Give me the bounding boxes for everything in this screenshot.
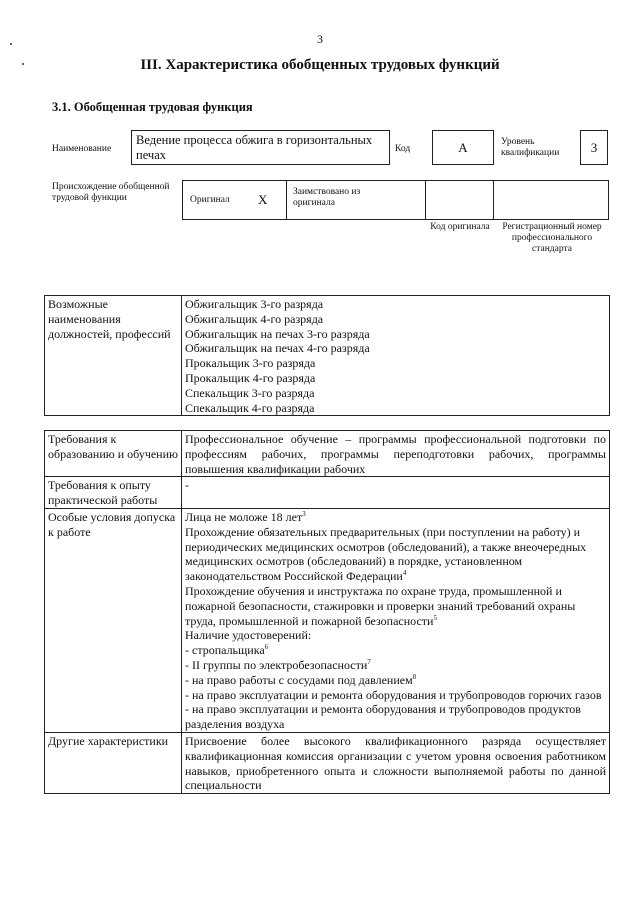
original-label: Оригинал — [190, 195, 230, 205]
code-label: Код — [395, 144, 411, 154]
conditions-label: Особые условия допуска к работе — [45, 508, 182, 732]
original-mark: Х — [258, 192, 268, 207]
conditions-list — [182, 508, 610, 732]
origin-label: Происхождение обобщенной трудовой функции — [52, 182, 170, 203]
borrowed-label: Заимствовано из оригинала — [293, 187, 361, 208]
code-value: А — [458, 140, 468, 155]
position-item: Прокальщик 3-го разряда — [185, 356, 316, 371]
origin-divider — [425, 181, 426, 219]
condition-item: Прохождение обучения и инструктажа по охране труда, промышленной и пожарной безопасности, стажировки и проверки знаний требований охраны труда, промышленной и пожарной безопасности$^5$ — [185, 583, 576, 628]
experience-value: - — [182, 477, 610, 509]
origin-divider — [286, 181, 287, 219]
condition-item: - на право эксплуатации и ремонта оборудования и трубопроводов продуктов разделения воздуха — [185, 702, 581, 732]
education-value: Профессиональное обучение – программы профессиональной подготовки по профессиям рабочих, программы переподготовки рабочих, программы повышения квалификации рабочих — [182, 431, 610, 477]
origin-table — [182, 180, 609, 220]
condition-item: Наличие удостоверений: — [185, 628, 312, 643]
condition-item: Прохождение обязательных предварительных (при поступлении на работу) и периодических медицинских осмотров (обследований), а также внеочередных медицинских осмотров (обследований) в порядке, установленном законодательством Российской Федерации$^4$ — [185, 524, 587, 584]
positions-list — [182, 296, 610, 416]
other-value: Присвоение более высокого квалификационного разряда осуществляет квалификационная комиссия организации с учетом уровня освоения работником навыков, приобретенного опыта и сложности выполняемой работы по данной специальности — [182, 732, 610, 793]
position-item: Прокальщик 4-го разряда — [185, 370, 316, 385]
name-value-box — [131, 130, 390, 165]
section-title: III. Характеристика обобщенных трудовых функций — [140, 57, 500, 73]
page-number: 3 — [317, 32, 323, 46]
condition-item: - стропальщика$^6$ — [185, 643, 269, 658]
experience-label: Требования к опыту практической работы — [45, 477, 182, 509]
name-value: Ведение процесса обжига в горизонтальных печах — [136, 133, 373, 162]
position-item: Обжигальщик на печах 3-го разряда — [185, 326, 370, 341]
position-item: Обжигальщик на печах 4-го разряда — [185, 341, 370, 356]
other-label: Другие характеристики — [45, 732, 182, 793]
positions-label: Возможные наименования должностей, профессий — [45, 296, 182, 416]
position-item: Обжигальщик 3-го разряда — [185, 297, 324, 311]
condition-item: - на право работы с сосудами под давлением$^8$ — [185, 672, 417, 687]
condition-item: Лица не моложе 18 лет$^3$ — [185, 509, 306, 524]
name-label: Наименование — [52, 144, 112, 154]
origin-divider — [493, 181, 494, 219]
code-value-box — [432, 130, 494, 165]
positions-table — [44, 295, 610, 416]
subsection-title: 3.1. Обобщенная трудовая функция — [52, 100, 253, 114]
condition-item: - на право эксплуатации и ремонта оборудования и трубопроводов горючих газов — [185, 687, 602, 702]
position-item: Обжигальщик 4-го разряда — [185, 311, 324, 326]
education-label: Требования к образованию и обучению — [45, 431, 182, 477]
level-value: 3 — [590, 140, 598, 155]
reg-number-caption: Регистрационный номер профессионального стандарта — [502, 222, 602, 254]
requirements-table — [44, 430, 610, 794]
position-item: Спекальщик 4-го разряда — [185, 400, 315, 415]
code-original-caption: Код оригинала — [430, 222, 490, 232]
level-label: Уровень квалификации — [501, 137, 560, 158]
level-value-box — [580, 130, 608, 165]
condition-item: - II группы по электробезопасности$^7$ — [185, 657, 371, 672]
position-item: Спекальщик 3-го разряда — [185, 385, 315, 400]
